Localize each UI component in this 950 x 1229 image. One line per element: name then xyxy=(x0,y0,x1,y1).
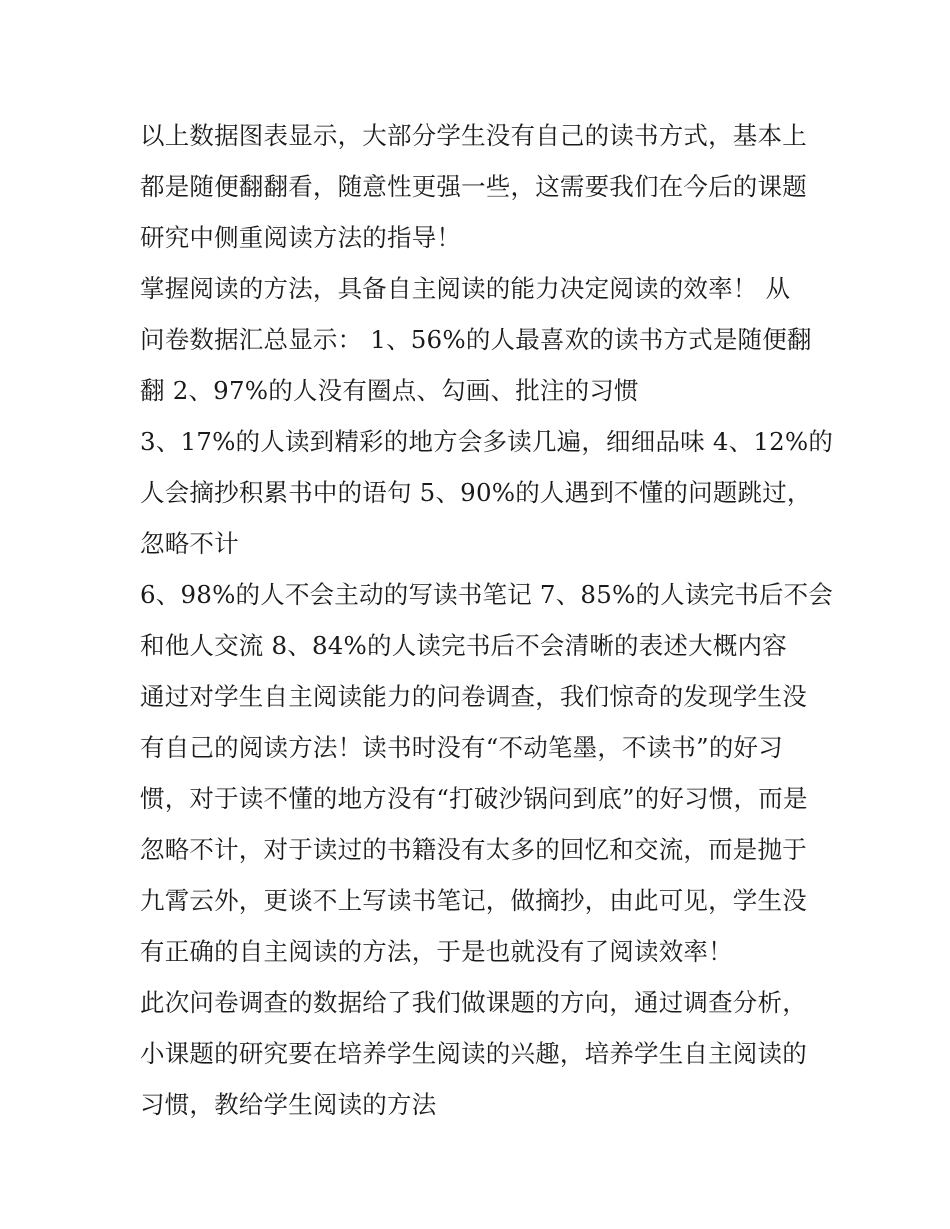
text-line: 有正确的自主阅读的方法，于是也就没有了阅读效率！ xyxy=(140,937,733,966)
text-line: 3、17%的人读到精彩的地方会多读几遍，细细品味 4、12%的 xyxy=(140,427,834,456)
text-line: 有自己的阅读方法！读书时没有“不动笔墨，不读书”的好习 xyxy=(140,733,783,762)
text-line: 问卷数据汇总显示： 1、56%的人最喜欢的读书方式是随便翻 xyxy=(140,325,812,354)
text-line: 忽略不计，对于读过的书籍没有太多的回忆和交流，而是抛于 xyxy=(140,835,807,864)
text-line: 人会摘抄积累书中的语句 5、90%的人遇到不懂的问题跳过， xyxy=(140,478,812,507)
text-line: 九霄云外，更谈不上写读书笔记，做摘抄，由此可见，学生没 xyxy=(140,886,807,915)
text-line: 此次问卷调查的数据给了我们做课题的方向，通过调查分析， xyxy=(140,988,807,1017)
text-line: 翻 2、97%的人没有圈点、勾画、批注的习惯 xyxy=(140,376,639,405)
text-line: 小课题的研究要在培养学生阅读的兴趣，培养学生自主阅读的 xyxy=(140,1039,807,1068)
text-line: 掌握阅读的方法，具备自主阅读的能力决定阅读的效率！ 从 xyxy=(140,274,791,303)
text-line: 都是随便翻翻看，随意性更强一些，这需要我们在今后的课题 xyxy=(140,172,807,201)
text-line: 研究中侧重阅读方法的指导！ xyxy=(140,223,462,252)
body-text xyxy=(140,110,834,1130)
text-line: 忽略不计 xyxy=(140,529,239,558)
text-line: 习惯，教给学生阅读的方法 xyxy=(140,1090,437,1119)
text-line: 和他人交流 8、84%的人读完书后不会清晰的表述大概内容 xyxy=(140,631,787,660)
text-line: 惯，对于读不懂的地方没有“打破沙锅问到底”的好习惯，而是 xyxy=(140,784,808,813)
text-line: 通过对学生自主阅读能力的问卷调查，我们惊奇的发现学生没 xyxy=(140,682,807,711)
text-line: 6、98%的人不会主动的写读书笔记 7、85%的人读完书后不会 xyxy=(140,580,834,609)
text-line: 以上数据图表显示，大部分学生没有自己的读书方式，基本上 xyxy=(140,121,807,150)
